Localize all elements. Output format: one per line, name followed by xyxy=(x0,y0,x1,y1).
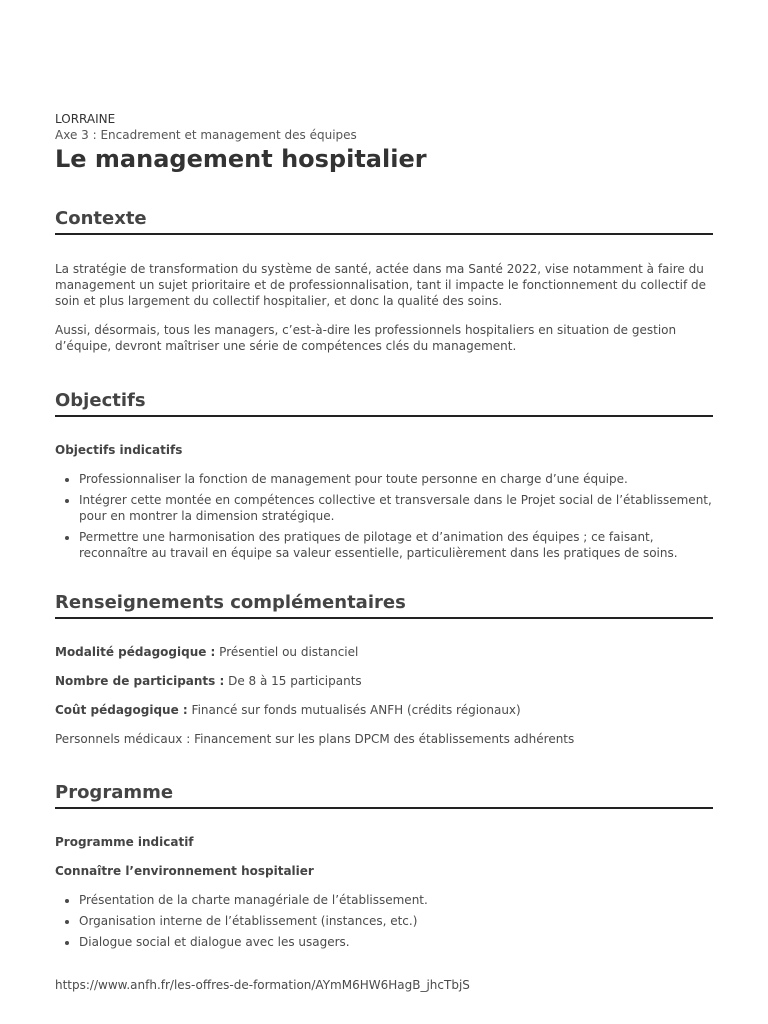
document-page xyxy=(55,111,713,955)
list-item: • Professionnaliser la fonction de management pour toute personne en charge d’une équipe. xyxy=(79,471,713,487)
info-row-cout xyxy=(55,702,713,718)
section-heading-objectifs: Objectifs xyxy=(55,389,713,417)
list-item: • Organisation interne de l’établissement (instances, etc.) xyxy=(79,913,713,929)
page-title: Le management hospitalier xyxy=(55,145,427,173)
info-value: De 8 à 15 participants xyxy=(224,674,362,688)
list-item: • Présentation de la charte managériale de l’établissement. xyxy=(79,892,713,908)
info-label: Nombre de participants : xyxy=(55,674,225,688)
info-label: Coût pédagogique : xyxy=(55,703,188,717)
info-label: Modalité pédagogique : xyxy=(55,645,216,659)
objectifs-subheading: Objectifs indicatifs xyxy=(55,443,183,457)
axe-label: Axe 3 : Encadrement et management des équipes xyxy=(55,128,357,142)
region-label: LORRAINE xyxy=(55,112,116,126)
list-item: • Dialogue social et dialogue avec les usagers. xyxy=(79,934,713,950)
info-row-participants xyxy=(55,673,713,689)
info-value: Présentiel ou distanciel xyxy=(215,645,359,659)
programme-subheading: Programme indicatif xyxy=(55,835,194,849)
section-heading-renseignements: Renseignements complémentaires xyxy=(55,591,713,619)
list-item: • Intégrer cette montée en compétences collective et transversale dans le Projet social de l’établissement, pour en montrer la dimension stratégique. xyxy=(79,492,713,524)
programme-list xyxy=(55,892,713,950)
section-heading-programme: Programme xyxy=(55,781,713,809)
info-row-personnels-medicaux: Personnels médicaux : Financement sur les plans DPCM des établissements adhérents xyxy=(55,732,575,746)
programme-subsection: Connaître l’environnement hospitalier xyxy=(55,864,314,878)
list-item: • Permettre une harmonisation des pratiques de pilotage et d’animation des équipes ; ce faisant, reconnaître au travail en équipe sa valeur essentielle, particulièrement dans les pratiques de soins. xyxy=(79,529,713,561)
contexte-paragraph-1: La stratégie de transformation du système de santé, actée dans ma Santé 2022, vise notamment à faire du management un sujet prioritaire et de professionnalisation, tant il impacte le fonctionnement du collectif de soin et plus largement du collectif hospitalier, et donc la qualité des soins. xyxy=(55,262,706,308)
contexte-paragraph-2: Aussi, désormais, tous les managers, c’est-à-dire les professionnels hospitaliers en situation de gestion d’équipe, devront maîtriser une série de compétences clés du management. xyxy=(55,323,677,353)
objectifs-list xyxy=(55,471,713,561)
section-heading-contexte: Contexte xyxy=(55,207,713,235)
info-row-modalite xyxy=(55,644,713,660)
source-url: https://www.anfh.fr/les-offres-de-formation/AYmM6HW6HagB_jhcTbjS xyxy=(55,978,470,992)
info-value: Financé sur fonds mutualisés ANFH (crédits régionaux) xyxy=(187,703,521,717)
